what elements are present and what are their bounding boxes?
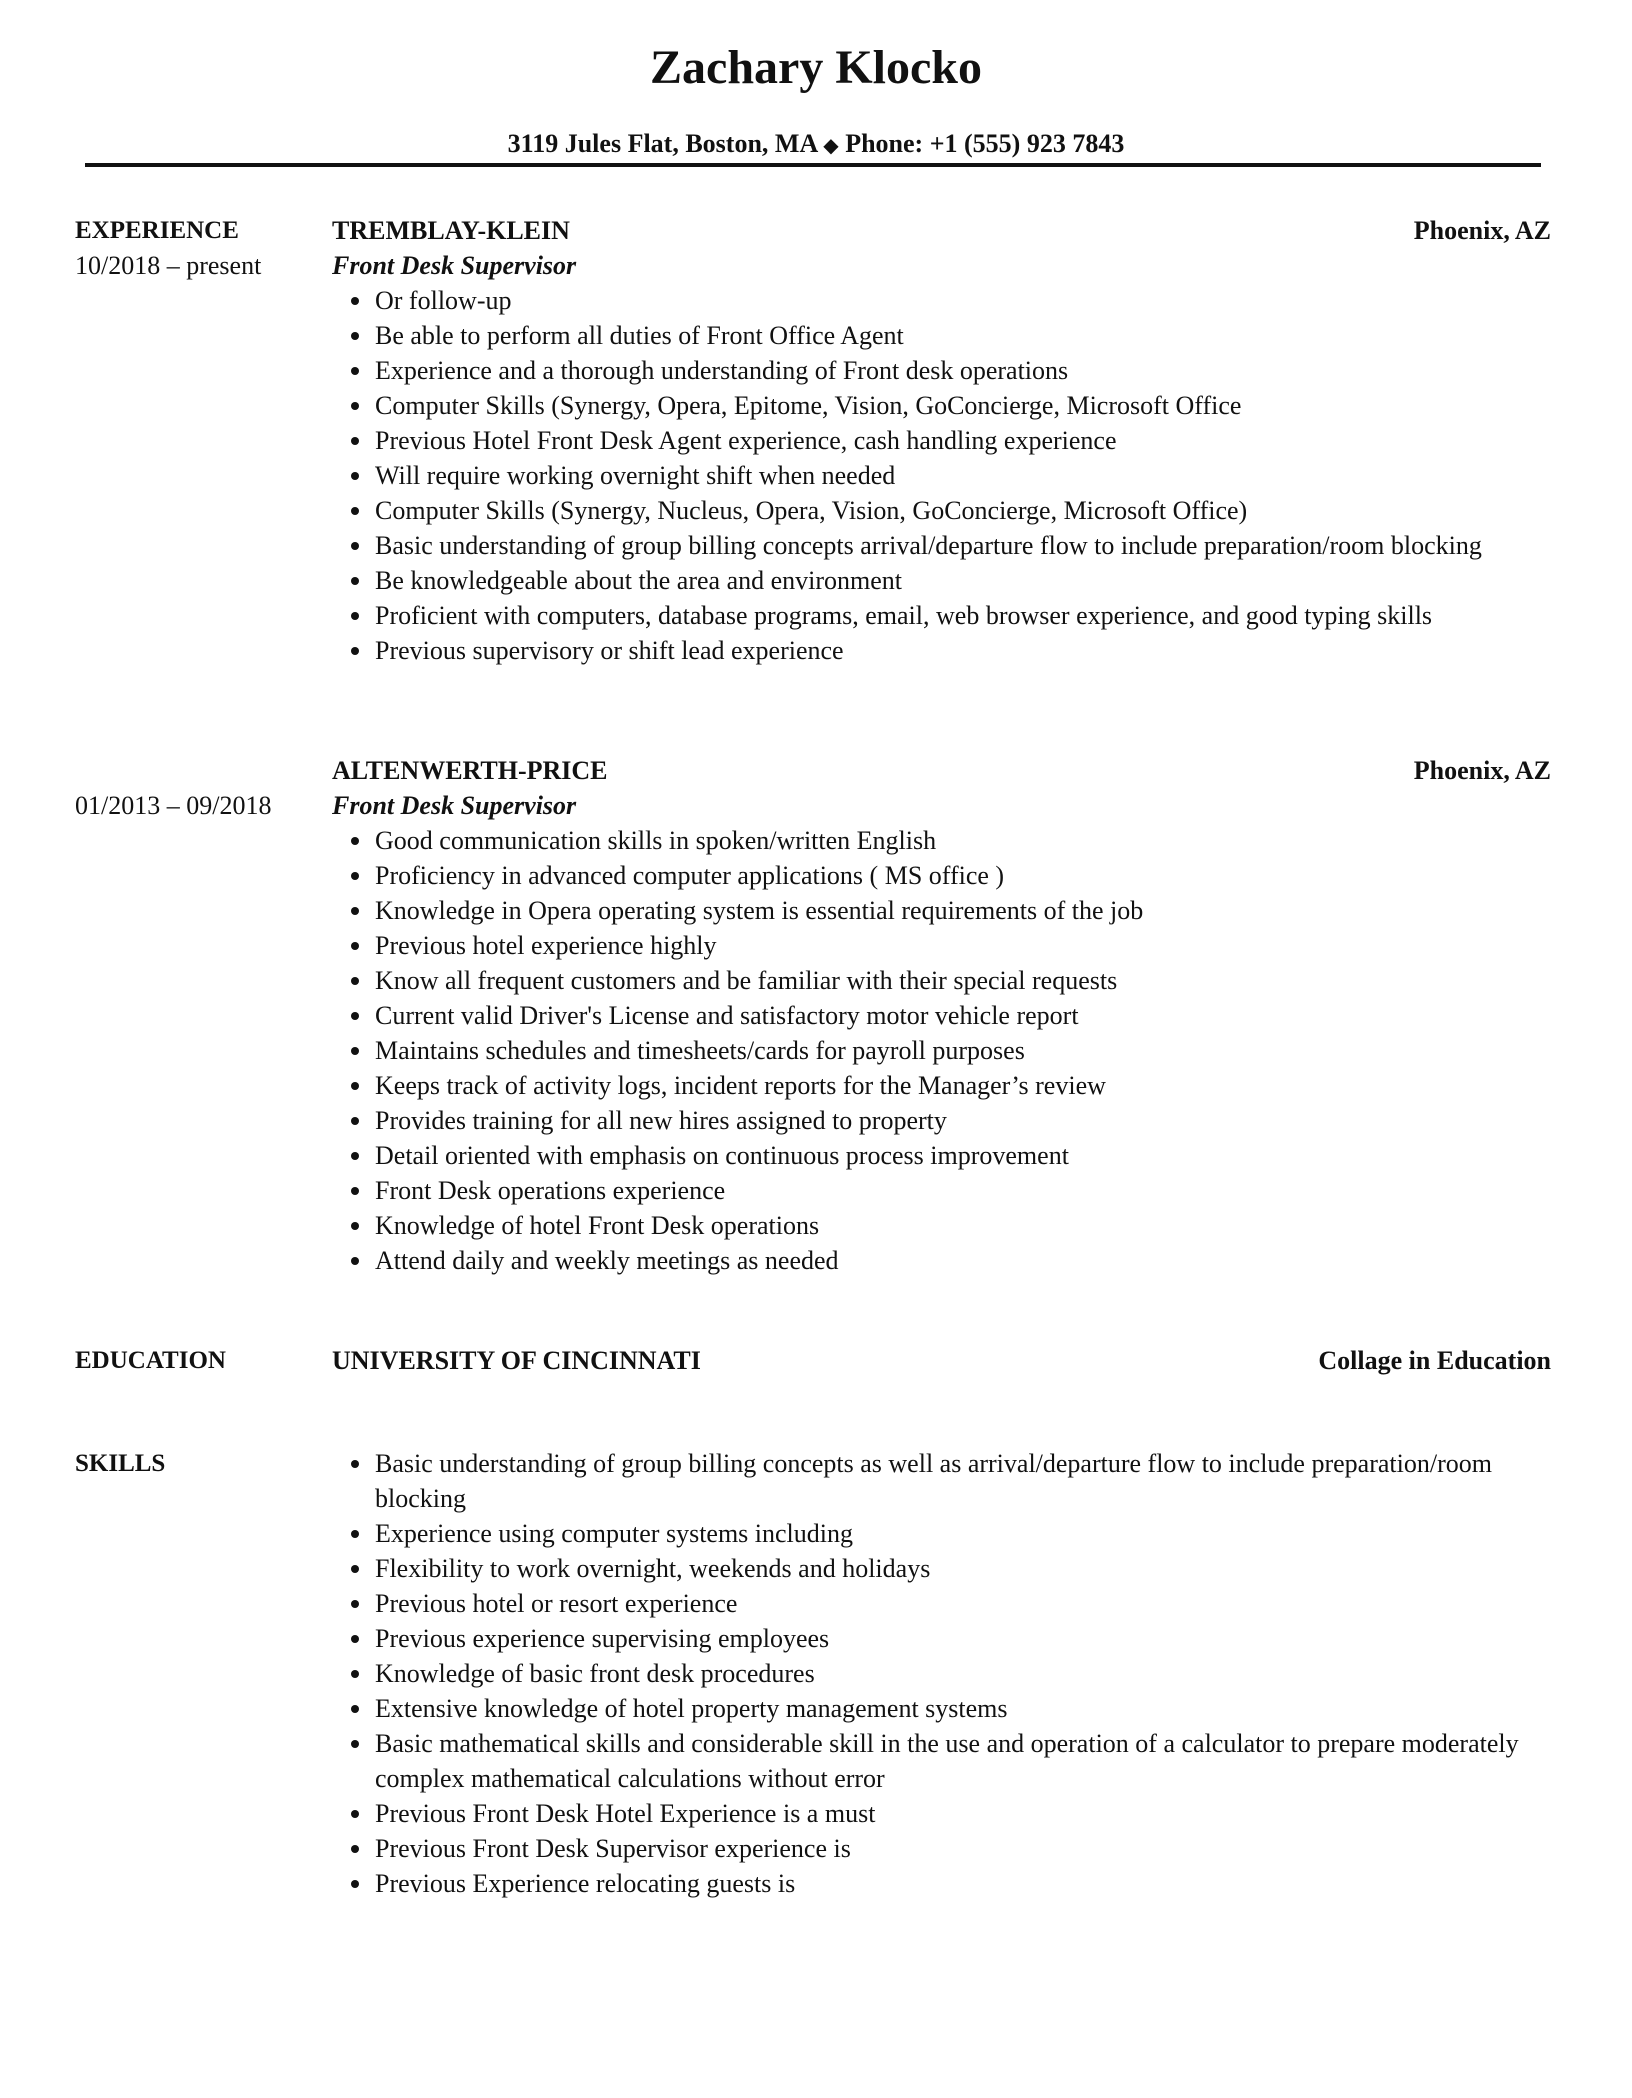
contact-line [0,126,1632,164]
list-item: Attend daily and weekly meetings as needed [375,1243,1551,1278]
header-divider [85,163,1541,167]
diamond-separator-icon: ◆ [823,135,839,157]
section-label-skills: SKILLS [75,1450,166,1477]
list-item: Flexibility to work overnight, weekends and holidays [375,1551,1551,1586]
job-dates: 01/2013 – 09/2018 [75,791,272,820]
list-item: Or follow-up [375,283,1551,318]
job-title: Front Desk Supervisor [332,251,577,280]
job-dates: 10/2018 – present [75,251,262,280]
list-item: Detail oriented with emphasis on continuous process improvement [375,1138,1551,1173]
school-name: UNIVERSITY OF CINCINNATI [332,1346,701,1375]
list-item: Experience using computer systems including [375,1516,1551,1551]
list-item: Be knowledgeable about the area and environment [375,563,1551,598]
list-item: Proficient with computers, database programs, email, web browser experience, and good typing skills [375,598,1551,633]
list-item: Proficiency in advanced computer applications ( MS office ) [375,858,1551,893]
list-item: Previous hotel or resort experience [375,1586,1551,1621]
address: 3119 Jules Flat, Boston, MA [507,129,817,158]
list-item: Previous hotel experience highly [375,928,1551,963]
list-item: Knowledge of basic front desk procedures [375,1656,1551,1691]
job-location: Phoenix, AZ [1413,756,1551,785]
list-item: Front Desk operations experience [375,1173,1551,1208]
list-item: Maintains schedules and timesheets/cards for payroll purposes [375,1033,1551,1068]
list-item: Know all frequent customers and be familiar with their special requests [375,963,1551,998]
list-item: Basic understanding of group billing concepts as well as arrival/departure flow to include preparation/room blocking [375,1446,1551,1516]
job-location: Phoenix, AZ [1413,216,1551,245]
company-name: ALTENWERTH-PRICE [332,756,608,785]
section-label-education: EDUCATION [75,1347,226,1374]
list-item: Be able to perform all duties of Front Office Agent [375,318,1551,353]
list-item: Computer Skills (Synergy, Nucleus, Opera, Vision, GoConcierge, Microsoft Office) [375,493,1551,528]
list-item: Experience and a thorough understanding of Front desk operations [375,353,1551,388]
list-item: Previous experience supervising employees [375,1621,1551,1656]
list-item: Current valid Driver's License and satisfactory motor vehicle report [375,998,1551,1033]
company-name: TREMBLAY-KLEIN [332,216,570,245]
job-title: Front Desk Supervisor [332,791,577,820]
list-item: Good communication skills in spoken/written English [375,823,1551,858]
list-item: Previous Front Desk Hotel Experience is a must [375,1796,1551,1831]
job-bullets [332,283,1551,668]
list-item: Previous Front Desk Supervisor experience is [375,1831,1551,1866]
list-item: Will require working overnight shift when needed [375,458,1551,493]
skills-list [332,1446,1551,1901]
list-item: Basic understanding of group billing concepts arrival/departure flow to include preparation/room blocking [375,528,1551,563]
list-item: Computer Skills (Synergy, Opera, Epitome, Vision, GoConcierge, Microsoft Office [375,388,1551,423]
candidate-name: Zachary Klocko [650,41,982,94]
degree: Collage in Education [1318,1346,1551,1375]
job-bullets [332,823,1551,1278]
list-item: Provides training for all new hires assigned to property [375,1103,1551,1138]
list-item: Previous Experience relocating guests is [375,1866,1551,1901]
list-item: Previous supervisory or shift lead experience [375,633,1551,668]
list-item: Keeps track of activity logs, incident reports for the Manager’s review [375,1068,1551,1103]
phone: Phone: +1 (555) 923 7843 [845,129,1125,158]
list-item: Knowledge of hotel Front Desk operations [375,1208,1551,1243]
list-item: Knowledge in Opera operating system is essential requirements of the job [375,893,1551,928]
section-label-experience: EXPERIENCE [75,217,239,244]
list-item: Basic mathematical skills and considerable skill in the use and operation of a calculator to prepare moderately complex mathematical calculations without error [375,1726,1551,1796]
list-item: Extensive knowledge of hotel property management systems [375,1691,1551,1726]
list-item: Previous Hotel Front Desk Agent experience, cash handling experience [375,423,1551,458]
